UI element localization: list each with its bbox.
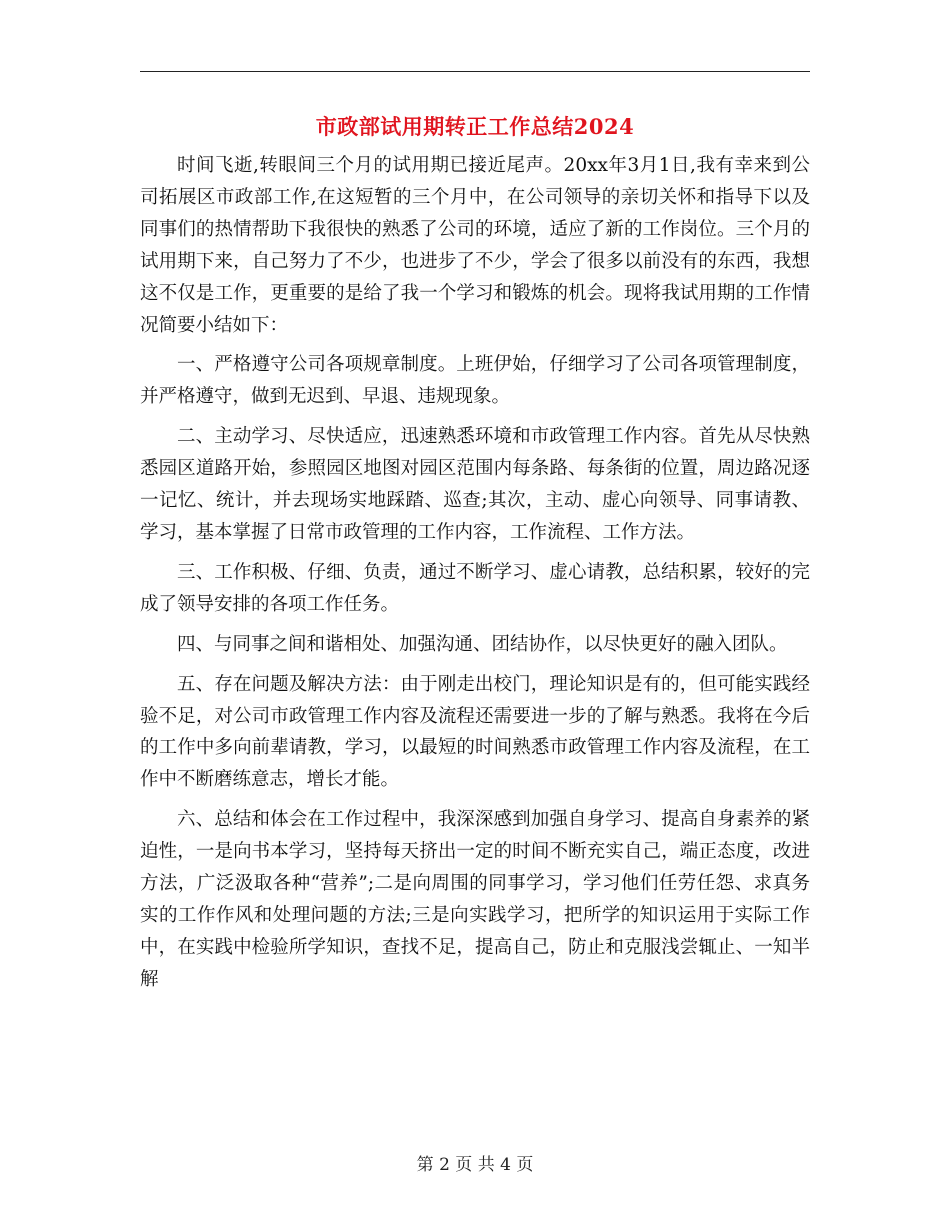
paragraph-2: 二、主动学习、尽快适应，迅速熟悉环境和市政管理工作内容。首先从尽快熟悉园区道路开始，参照园区地图对园区范围内每条路、每条街的位置，周边路况逐一记忆、统计，并去现场实地踩踏、巡查;其次，主动、虚心向领导、同事请教、学习，基本掌握了日常市政管理的工作内容，工作流程、工作方法。 [140,426,810,543]
paragraph-1: 一、严格遵守公司各项规章制度。上班伊始，仔细学习了公司各项管理制度，并严格遵守，做到无迟到、早退、违规现象。 [140,354,810,408]
paragraph-6: 六、总结和体会在工作过程中，我深深感到加强自身学习、提高自身素养的紧迫性，一是向书本学习，坚持每天挤出一定的时间不断充实自己，端正态度，改进方法，广泛汲取各种“营养”;二是向周围的同事学习，学习他们任劳任怨、求真务实的工作作风和处理问题的方法;三是向实践学习，把所学的知识运用于实际工作中，在实践中检验所学知识，查找不足，提高自己，防止和克服浅尝辄止、一知半解 [140,809,810,990]
paragraph-4: 四、与同事之间和谐相处、加强沟通、团结协作，以尽快更好的融入团队。 [177,633,788,655]
header-rule [140,71,810,72]
document-title: 市政部试用期转正工作总结2024 [315,114,635,139]
document-body [140,150,810,1004]
page-number-footer: 第 2 页 共 4 页 [416,1155,534,1175]
paragraph-intro: 时间飞逝,转眼间三个月的试用期已接近尾声。20xx年3月1日,我有幸来到公司拓展区市政部工作,在这短暂的三个月中，在公司领导的亲切关怀和指导下以及同事们的热情帮助下我很快的熟悉了公司的环境，适应了新的工作岗位。三个月的试用期下来，自己努力了不少，也进步了不少，学会了很多以前没有的东西，我想这不仅是工作，更重要的是给了我一个学习和锻炼的机会。现将我试用期的工作情况简要小结如下： [140,155,810,336]
paragraph-5: 五、存在问题及解决方法：由于刚走出校门，理论知识是有的，但可能实践经验不足，对公司市政管理工作内容及流程还需要进一步的了解与熟悉。我将在今后的工作中多向前辈请教，学习，以最短的时间熟悉市政管理工作内容及流程，在工作中不断磨练意志，增长才能。 [140,673,810,791]
paragraph-3: 三、工作积极、仔细、负责，通过不断学习、虚心请教，总结积累，较好的完成了领导安排的各项工作任务。 [140,561,810,615]
